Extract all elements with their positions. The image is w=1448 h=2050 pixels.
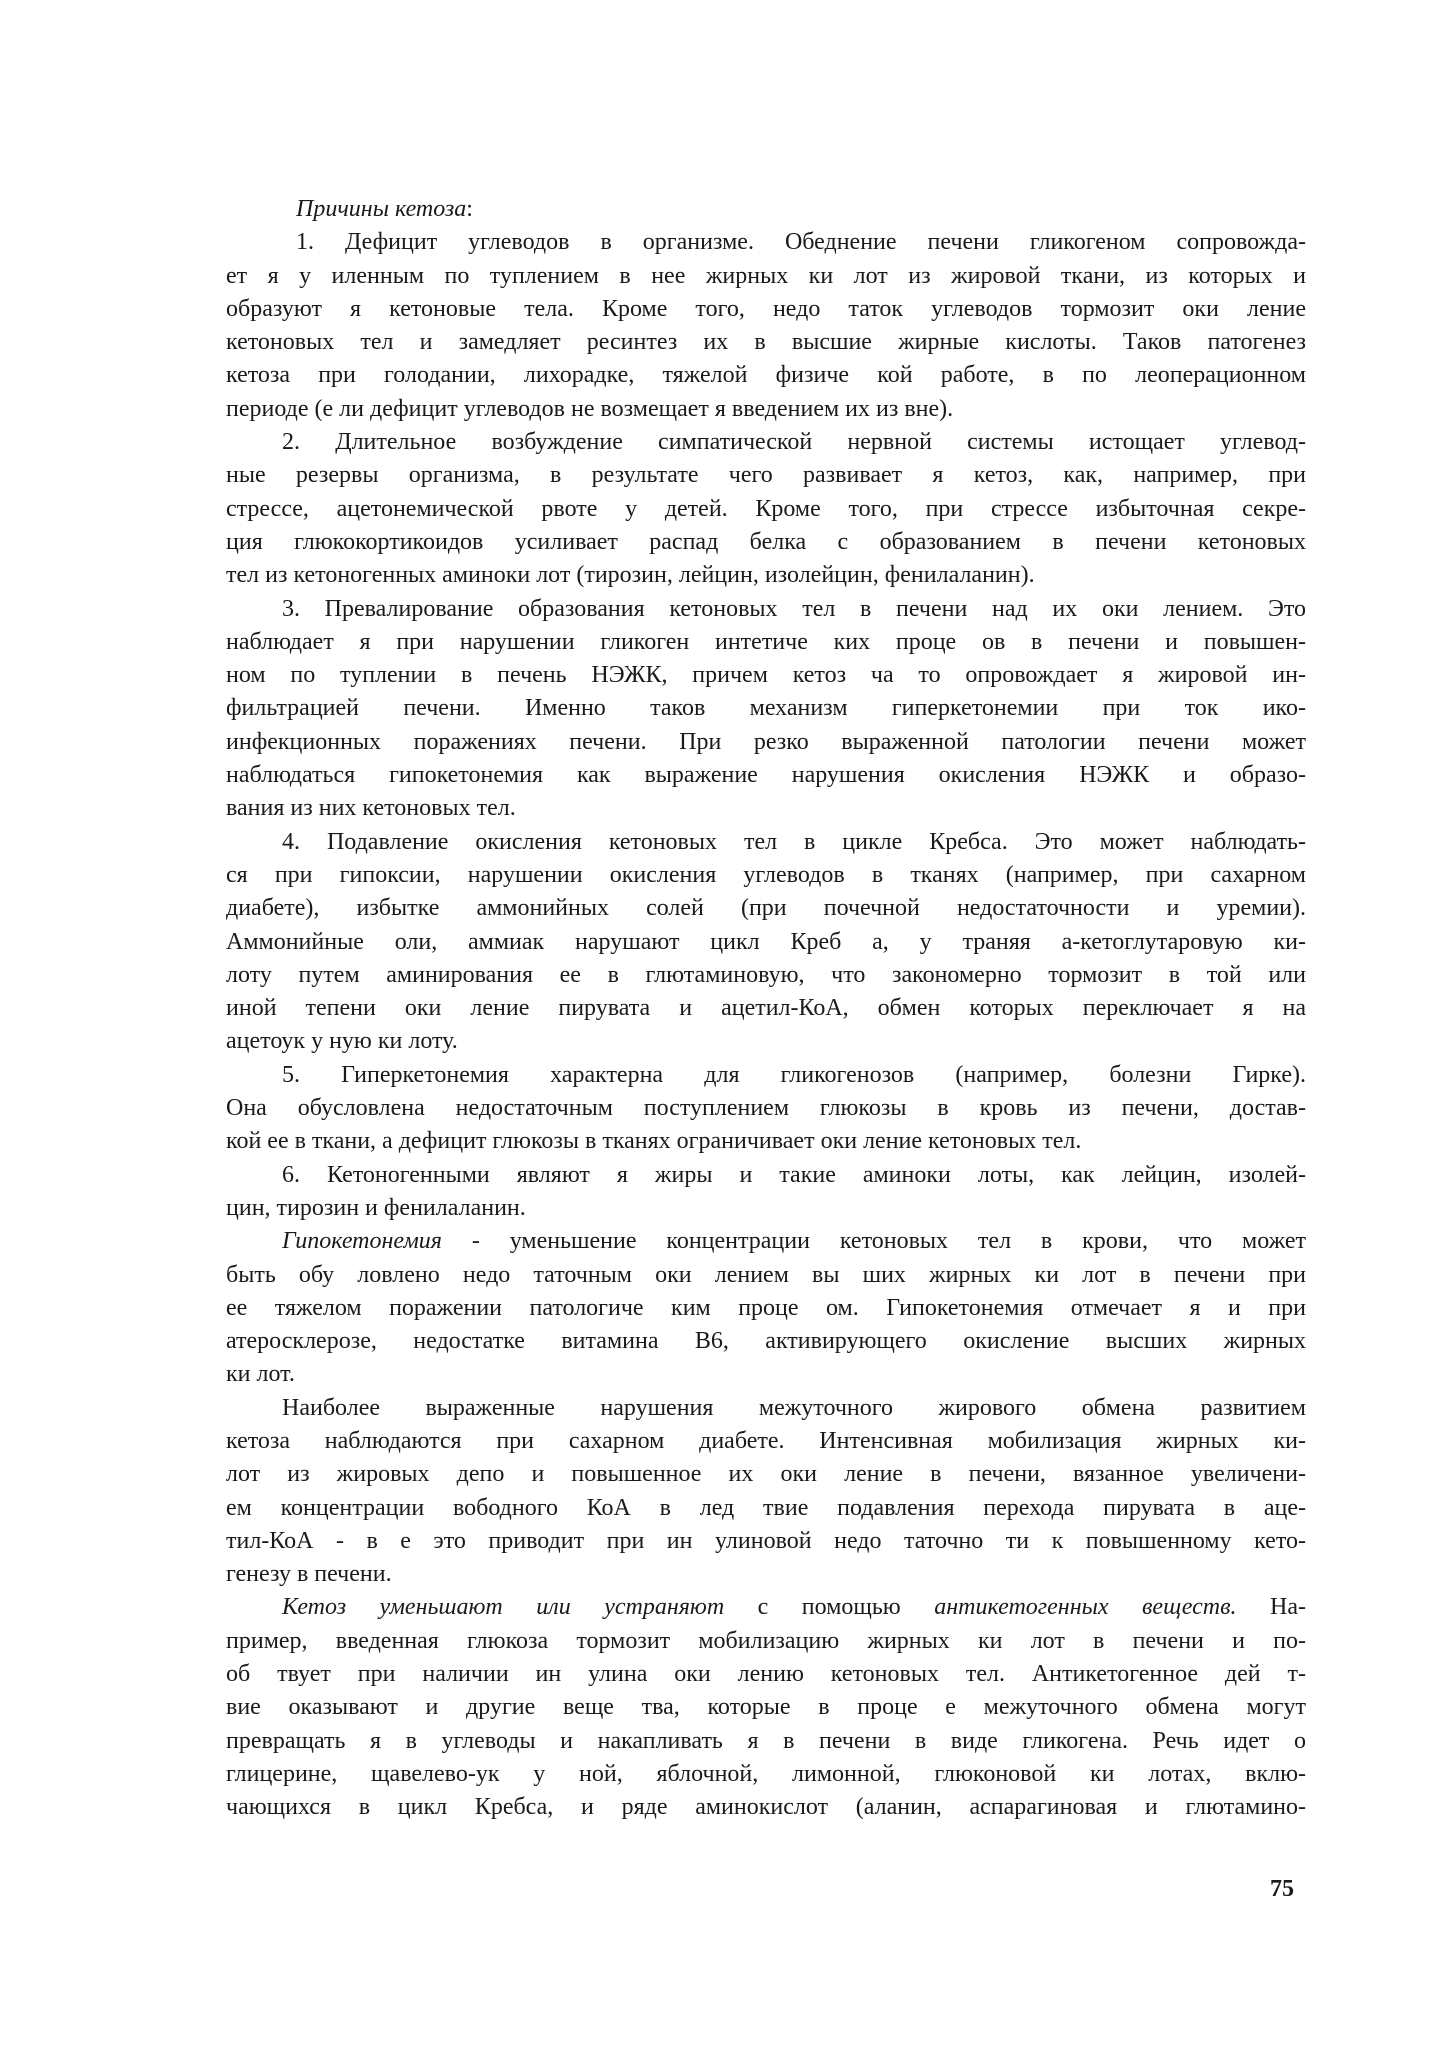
text-line [226,1225,1306,1258]
text-run: кетоза наблюдаются при сахарном диабете. Интенсивная мобилизация жирных ки- [226,1427,1306,1454]
text-line [226,1758,1306,1791]
italic-term: антикетогенных веществ. [934,1594,1237,1621]
text-line [226,1458,1306,1491]
text-run: : [466,196,473,222]
text-line [226,1625,1306,1658]
text-line [226,1259,1306,1292]
text-run: быть обу ловлено недо таточным оки лением вы ших жирных ки лот в печени при [226,1261,1306,1288]
italic-term: Гипокетонемия [282,1228,442,1255]
text-line [226,1425,1306,1458]
text-run: кетоновых тел и замедляет ресинтез их в высшие жирные кислоты. Таков патогенез [226,329,1306,356]
text-run: - уменьшение концентрации кетоновых тел в крови, что может [441,1228,1306,1255]
text-line [226,559,1306,592]
text-line [226,1159,1306,1192]
text-run: периоде (е ли дефицит углеводов не возмещает я введением их из вне). [226,395,954,422]
text-line [226,792,1306,825]
text-line [226,1525,1306,1558]
text-line [226,1558,1306,1591]
text-run: ные резервы организма, в результате чего развивает я кетоз, как, например, при [226,462,1306,489]
text-run: ся при гипоксии, нарушении окисления углеводов в тканях (например, при сахарном [226,861,1306,888]
text-line [226,1092,1306,1125]
text-run: пример, введенная глюкоза тормозит мобилизацию жирных ки лот в печени и по- [226,1627,1306,1654]
text-run: ном по туплении в печень НЭЖК, причем кетоз ча то опровождает я жировой ин- [226,662,1306,689]
text-run: лот из жировых депо и повышенное их оки ление в печени, вязанное увеличени- [226,1461,1306,1488]
text-line [226,759,1306,792]
text-run: тел из кетоногенных аминоки лот (тирозин, лейцин, изолейцин, фенилаланин). [226,562,1035,589]
text-line [226,1392,1306,1425]
text-run: ет я у иленным по туплением в нее жирных ки лот из жировой ткани, из которых и [226,262,1306,289]
document-body [226,193,1306,1825]
text-line [226,593,1306,626]
text-line [226,260,1306,293]
text-run: вания из них кетоновых тел. [226,795,516,822]
text-run: ее тяжелом поражении патологиче ким проце ом. Гипокетонемия отмечает я и при [226,1294,1306,1321]
text-run: 2. Длительное возбуждение симпатической нервной системы истощает углевод- [282,429,1306,456]
text-line [226,1791,1306,1824]
text-run: кетоза при голодании, лихорадке, тяжелой физиче кой работе, в по леоперационном [226,362,1306,389]
text-run: с помощью [724,1594,935,1621]
text-run: генезу в печени. [226,1561,392,1588]
text-line [226,726,1306,759]
text-run: Аммонийные оли, аммиак нарушают цикл Креб а, у траняя а-кетоглутаровую ки- [226,928,1306,955]
text-run: тил-КоА - в е это приводит при ин улиновой недо таточно ти к повышенному кето- [226,1527,1306,1554]
text-line [226,1358,1306,1391]
text-line [226,892,1306,925]
text-run: лоту путем аминирования ее в глютаминовую, что закономерно тормозит в той или [226,961,1306,988]
text-line [226,1025,1306,1058]
text-line [226,226,1306,259]
page-number: 75 [1270,1876,1294,1902]
text-line [226,659,1306,692]
text-run: образуют я кетоновые тела. Кроме того, недо таток углеводов тормозит оки ление [226,295,1306,322]
text-run: Она обусловлена недостаточным поступлением глюкозы в кровь из печени, достав- [226,1095,1306,1122]
text-run: Наиболее выраженные нарушения межуточного жирового обмена развитием [282,1394,1306,1421]
text-line [226,1059,1306,1092]
text-line [226,926,1306,959]
text-run: 5. Гиперкетонемия характерна для гликогенозов (например, болезни Гирке). [282,1061,1306,1088]
text-run: чающихся в цикл Кребса, и ряде аминокислот (аланин, аспарагиновая и глютамино- [226,1794,1306,1821]
text-line [226,359,1306,392]
text-line [226,1125,1306,1158]
text-line [226,859,1306,892]
text-line [226,459,1306,492]
text-run: наблюдает я при нарушении гликоген интетиче ких проце ов в печени и повышен- [226,628,1306,655]
text-run: цин, тирозин и фенилаланин. [226,1194,526,1221]
text-line [226,526,1306,559]
text-line [226,1192,1306,1225]
text-run: 4. Подавление окисления кетоновых тел в цикле Кребса. Это может наблюдать- [282,828,1306,855]
text-run: ки лот. [226,1361,295,1388]
text-line [226,326,1306,359]
text-run: кой ее в ткани, а дефицит глюкозы в тканях ограничивает оки ление кетоновых тел. [226,1128,1082,1155]
text-line [226,426,1306,459]
text-line [226,826,1306,859]
text-line [226,193,1306,226]
text-run: ацетоук у ную ки лоту. [226,1028,458,1055]
text-run: 1. Дефицит углеводов в организме. Обеднение печени гликогеном сопровожда- [296,229,1306,256]
text-run: атеросклерозе, недостатке витамина В6, активирующего окисление высших жирных [226,1328,1306,1355]
text-line [226,1292,1306,1325]
text-line [226,1658,1306,1691]
text-line [226,1492,1306,1525]
text-run: глицерине, щавелево-ук у ной, яблочной, лимонной, глюконовой ки лотах, вклю- [226,1760,1306,1787]
text-line [226,393,1306,426]
text-run: 3. Превалирование образования кетоновых тел в печени над их оки лением. Это [282,595,1306,622]
text-line [226,1591,1306,1624]
text-line [226,692,1306,725]
text-run: об твует при наличии ин улина оки лению кетоновых тел. Антикетогенное дей т- [226,1661,1306,1688]
text-run: вие оказывают и другие веще тва, которые в проце е межуточного обмена могут [226,1694,1306,1721]
text-run: ция глюкокортикоидов усиливает распад белка с образованием в печени кетоновых [226,528,1306,555]
text-run: На- [1236,1594,1306,1621]
text-line [226,992,1306,1025]
text-run: диабете), избытке аммонийных солей (при почечной недостаточности и уремии). [226,895,1306,922]
text-run: превращать я в углеводы и накапливать я в печени в виде гликогена. Речь идет о [226,1727,1306,1754]
text-run: стрессе, ацетонемической рвоте у детей. Кроме того, при стрессе избыточная секре- [226,495,1306,522]
italic-term: Причины кетоза [296,196,467,222]
text-run: иной тепени оки ление пирувата и ацетил-КоА, обмен которых переключает я на [226,995,1306,1022]
text-line [226,1725,1306,1758]
text-run: ем концентрации вободного КоА в лед твие подавления перехода пирувата в аце- [226,1494,1306,1521]
text-line [226,1325,1306,1358]
text-line [226,1691,1306,1724]
text-line [226,626,1306,659]
text-run: 6. Кетоногенными являют я жиры и такие аминоки лоты, как лейцин, изолей- [282,1161,1306,1188]
italic-term: Кетоз уменьшают или устраняют [282,1594,725,1621]
text-line [226,293,1306,326]
text-run: наблюдаться гипокетонемия как выражение нарушения окисления НЭЖК и образо- [226,762,1306,789]
text-line [226,959,1306,992]
text-run: фильтрацией печени. Именно таков механизм гиперкетонемии при ток ико- [226,695,1306,722]
text-line [226,493,1306,526]
text-run: инфекционных поражениях печени. При резко выраженной патологии печени может [226,728,1306,755]
